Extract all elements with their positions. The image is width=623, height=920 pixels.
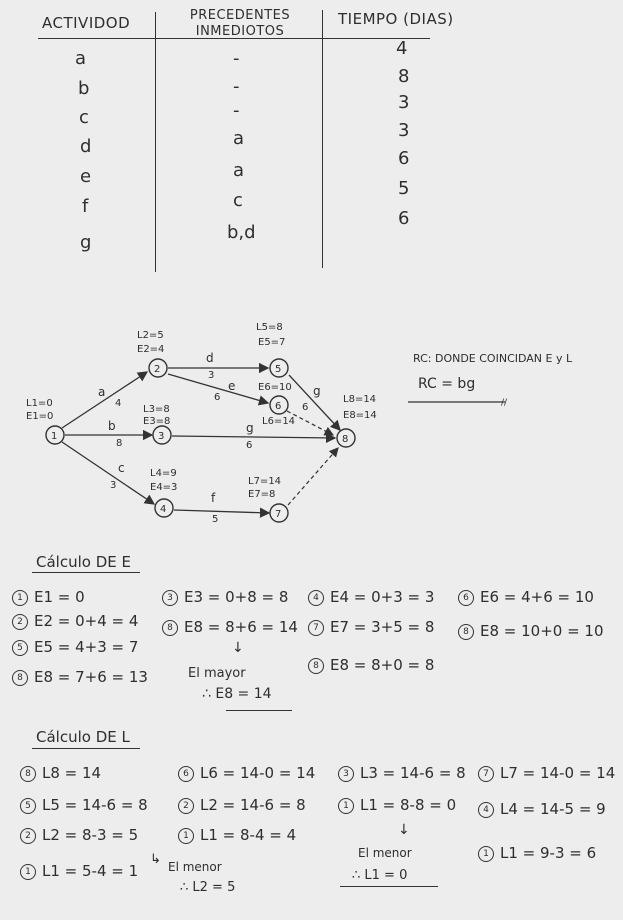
edge-label-act: c: [118, 461, 125, 475]
cell-time: 3: [398, 120, 410, 141]
cell-time: 6: [398, 148, 410, 169]
node-e: E4=3: [150, 482, 178, 493]
cell-time: 6: [398, 208, 410, 229]
edge-label-time: 8: [116, 438, 123, 449]
calc-e-item: 4 E4 = 0+3 = 3: [308, 588, 434, 606]
calc-l-item: 5 L5 = 14-6 = 8: [20, 796, 148, 814]
node-e: E3=8: [143, 416, 171, 427]
node-e: E2=4: [137, 344, 165, 355]
calc-l-item: 4 L4 = 14-5 = 9: [478, 800, 606, 818]
calc-e-item: 6 E6 = 4+6 = 10: [458, 588, 594, 606]
node-id: 8: [342, 434, 349, 445]
node-2: [137, 330, 167, 377]
cell-pre: -: [233, 100, 240, 121]
header-precedentes: PRECEDENTES INMEDIOTOS: [189, 8, 291, 39]
edge-a: [62, 372, 147, 428]
node-7: [248, 476, 288, 522]
calc-e-item: 7 E7 = 3+5 = 8: [308, 618, 434, 636]
calc-l-item: 8 L8 = 14: [20, 764, 101, 782]
cell-act: b: [78, 78, 90, 99]
cell-time: 8: [398, 66, 410, 87]
calc-l-item: 1 L1 = 9-3 = 6: [478, 844, 596, 862]
calc-e-result-underline: [226, 710, 292, 711]
calc-l-item: 7 L7 = 14-0 = 14: [478, 764, 615, 782]
node-id: 3: [158, 431, 165, 442]
calc-e-item: 8 E8 = 7+6 = 13: [12, 668, 148, 686]
node-id: 2: [154, 364, 161, 375]
cell-act: g: [80, 232, 92, 253]
header-tiempo: TIEMPO (DIAS): [338, 10, 454, 28]
arrow-icon: ↳: [150, 852, 161, 867]
calc-e-item: 8 E8 = 8+0 = 8: [308, 656, 434, 674]
edge-g-3-8: [172, 436, 335, 438]
cell-time: 4: [396, 38, 408, 59]
calc-l-result-underline: [340, 886, 438, 887]
calc-l-item: 2 L2 = 14-6 = 8: [178, 796, 306, 814]
node-id: 6: [275, 401, 282, 412]
edge-label-act: g: [246, 421, 254, 435]
edge-c: [62, 442, 154, 504]
edge-label-act: b: [108, 419, 116, 433]
calc-l-title: Cálculo DE L: [36, 728, 130, 746]
node-e: E1=0: [26, 411, 54, 422]
node-l: L6=14: [262, 416, 296, 427]
node-id: 5: [275, 364, 282, 375]
edge-f: [174, 510, 269, 513]
calc-e-title: Cálculo DE E: [36, 553, 131, 571]
node-id: 7: [275, 509, 282, 520]
calc-l-item: 1 L1 = 8-4 = 4: [178, 826, 296, 844]
cell-pre: a: [233, 128, 245, 149]
node-e: E7=8: [248, 489, 276, 500]
calc-e-result: ∴ E8 = 14: [202, 686, 272, 702]
edge-label-act: e: [228, 379, 236, 393]
table-col-divider-2: [322, 10, 323, 268]
calc-e-item: 2 E2 = 0+4 = 4: [12, 612, 138, 630]
node-id: 1: [51, 431, 58, 442]
edge-label-time: 5: [212, 514, 219, 525]
edge-label-act: d: [206, 351, 214, 365]
edge-label-time: 6: [302, 402, 309, 413]
cell-pre: -: [233, 48, 240, 69]
node-e: E8=14: [343, 410, 377, 421]
calc-l-title-underline: [32, 748, 140, 749]
edge-label-time: 4: [115, 398, 122, 409]
arrow-down-icon: ↓: [398, 822, 410, 838]
cell-act: f: [82, 196, 89, 217]
calc-l-result-a: ∴ L2 = 5: [180, 880, 236, 895]
calc-e-item: 5 E5 = 4+3 = 7: [12, 638, 138, 656]
arrow-down-icon: ↓: [232, 640, 244, 656]
node-l: L1=0: [26, 398, 53, 409]
node-5: [256, 322, 288, 377]
calc-l-item: 1 L1 = 5-4 = 1: [20, 862, 138, 880]
edge-label-time: 3: [110, 480, 117, 491]
calc-l-note-menor-a: El menor: [168, 860, 222, 874]
cell-pre: a: [233, 160, 245, 181]
node-l: L8=14: [343, 394, 377, 405]
calc-e-item: 3 E3 = 0+8 = 8: [162, 588, 288, 606]
cell-time: 3: [398, 92, 410, 113]
cell-pre: b,d: [227, 222, 256, 243]
calc-e-item: 1 E1 = 0: [12, 588, 85, 606]
table-col-divider-1: [155, 12, 156, 272]
node-8: [337, 394, 377, 447]
node-id: 4: [160, 504, 167, 515]
node-e: E5=7: [258, 337, 286, 348]
cell-act: e: [80, 166, 92, 187]
rc-value: RC = bg: [418, 376, 476, 392]
node-l: L7=14: [248, 476, 282, 487]
pert-network-diagram: [0, 300, 623, 540]
edge-label-time: 6: [246, 440, 253, 451]
header-actividad: ACTIVIDOD: [42, 14, 131, 32]
cell-act: d: [80, 136, 92, 157]
calc-e-note-mayor: El mayor: [188, 666, 246, 681]
calc-l-item: 6 L6 = 14-0 = 14: [178, 764, 315, 782]
calc-l-item: 1 L1 = 8-8 = 0: [338, 796, 456, 814]
edge-label-act: f: [211, 491, 216, 505]
node-l: L4=9: [150, 468, 177, 479]
dummy-edge-7-8: [288, 448, 338, 505]
edge-label-act: g: [313, 384, 321, 398]
node-l: L2=5: [137, 330, 164, 341]
rc-end-mark: //: [501, 398, 508, 408]
cell-pre: -: [233, 76, 240, 97]
cell-pre: c: [233, 190, 243, 211]
calc-l-note-menor-b: El menor: [358, 846, 412, 860]
calc-l-result-b: ∴ L1 = 0: [352, 868, 408, 883]
cell-time: 5: [398, 178, 410, 199]
edge-label-time: 3: [208, 370, 215, 381]
table-header-rule: [38, 38, 430, 39]
edge-label-act: a: [98, 385, 106, 399]
node-4: [150, 468, 177, 517]
node-6: [258, 382, 295, 427]
node-3: [143, 404, 171, 444]
node-l: L3=8: [143, 404, 170, 415]
calc-l-item: 3 L3 = 14-6 = 8: [338, 764, 466, 782]
calc-l-item: 2 L2 = 8-3 = 5: [20, 826, 138, 844]
calc-e-item: 8 E8 = 8+6 = 14: [162, 618, 298, 636]
calc-e-item: 8 E8 = 10+0 = 10: [458, 622, 604, 640]
edge-label-time: 6: [214, 392, 221, 403]
node-l: L5=8: [256, 322, 283, 333]
rc-note: RC: DONDE COINCIDAN E y L: [413, 352, 573, 365]
node-e: E6=10: [258, 382, 292, 393]
node-1: [26, 398, 64, 444]
calc-e-title-underline: [32, 572, 140, 573]
cell-act: c: [79, 107, 89, 128]
cell-act: a: [75, 48, 87, 69]
